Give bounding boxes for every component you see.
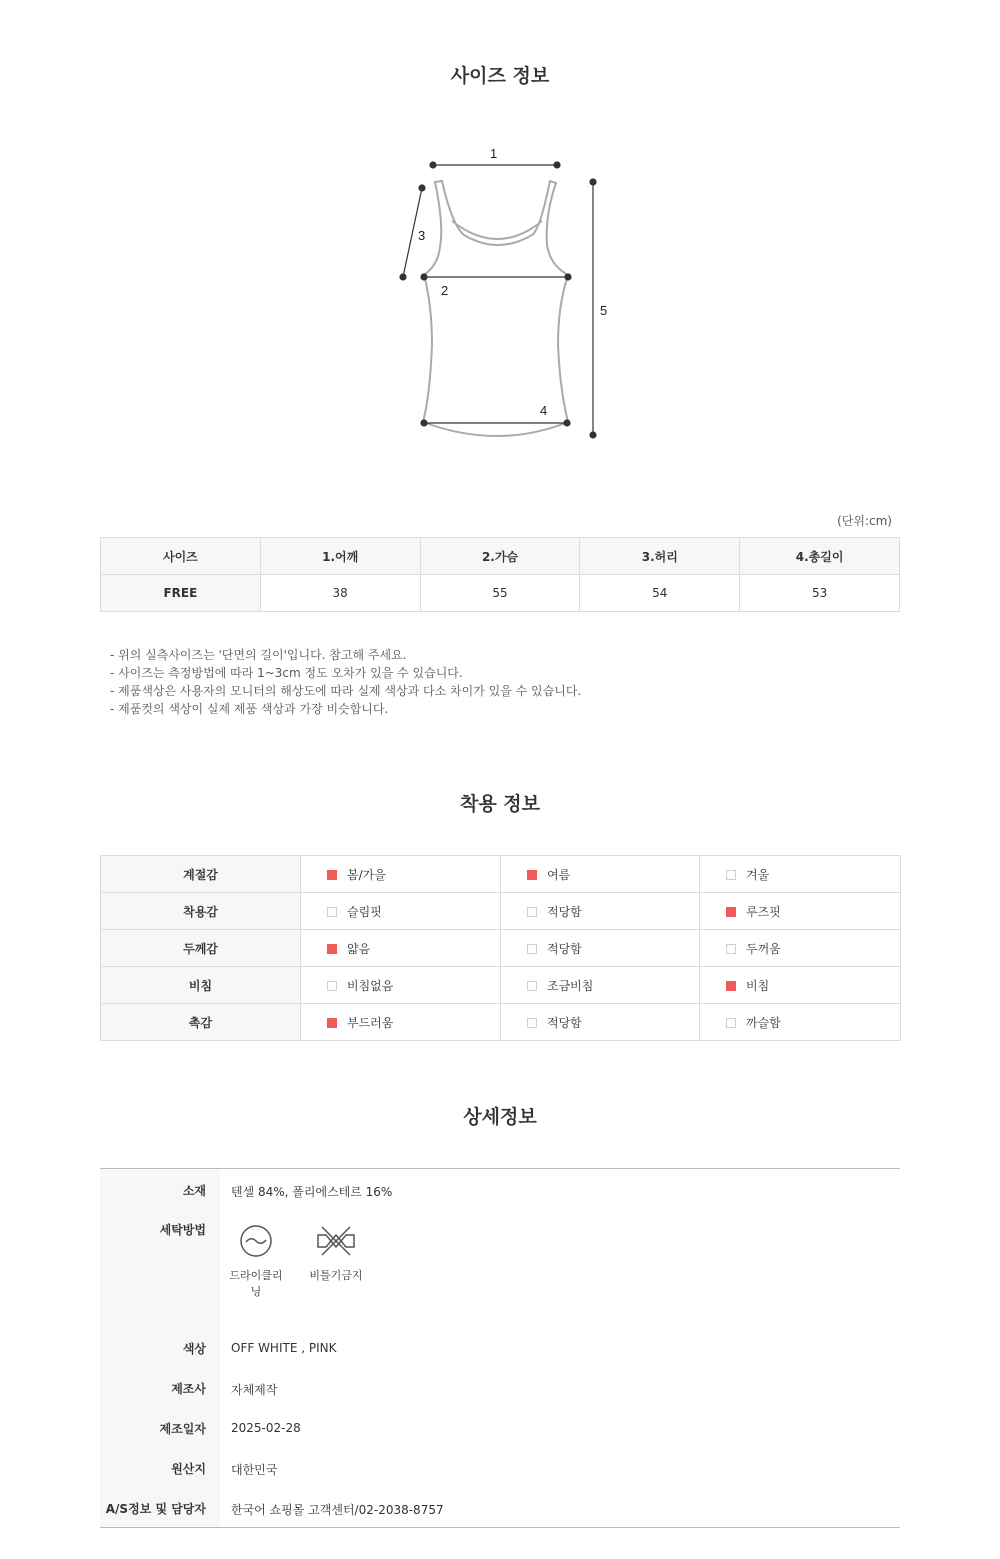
size-note: - 사이즈는 측정방법에 따라 1~3cm 정도 오차가 있을 수 있습니다. xyxy=(110,666,463,680)
detail-label: 제조사 xyxy=(100,1367,220,1407)
size-header-cell: 2.가슴 xyxy=(420,538,580,575)
detail-label: A/S정보 및 담당자 xyxy=(100,1487,220,1527)
wear-option-label: 까슬함 xyxy=(746,1015,781,1030)
wear-option xyxy=(501,893,700,930)
size-table-header-row xyxy=(101,538,900,575)
wear-info-table xyxy=(100,855,901,1041)
wear-row-fit xyxy=(101,893,901,930)
checkbox-icon xyxy=(527,981,537,991)
diagram-label-1: 1 xyxy=(490,146,498,161)
detail-value: OFF WHITE , PINK xyxy=(231,1341,337,1355)
wear-option-label: 여름 xyxy=(547,867,571,882)
size-value-cell: 54 xyxy=(580,575,740,612)
detail-row-maker xyxy=(100,1367,900,1407)
checkbox-icon xyxy=(726,1018,736,1028)
wear-option-label: 적당함 xyxy=(547,1015,582,1030)
detail-label: 색상 xyxy=(100,1327,220,1367)
size-table-row xyxy=(101,575,900,612)
wear-option-label: 두꺼움 xyxy=(746,941,781,956)
wear-option xyxy=(501,967,700,1004)
diagram-label-4: 4 xyxy=(540,403,548,418)
size-name-cell: FREE xyxy=(101,575,261,612)
detail-row-material xyxy=(100,1169,900,1209)
wear-row-label: 촉감 xyxy=(101,1004,301,1041)
wear-option xyxy=(301,930,501,967)
detail-label: 제조일자 xyxy=(100,1407,220,1447)
size-header-cell: 3.허리 xyxy=(580,538,740,575)
wear-option-label: 적당함 xyxy=(547,904,582,919)
checkbox-icon xyxy=(527,907,537,917)
detail-value: 텐셀 84%, 폴리에스테르 16% xyxy=(231,1185,393,1199)
diagram-label-3: 3 xyxy=(418,228,426,243)
wear-option xyxy=(700,930,901,967)
wear-option-label: 루즈핏 xyxy=(746,904,781,919)
wear-option-label: 적당함 xyxy=(547,941,582,956)
wear-section-title: 착용 정보 xyxy=(459,793,541,815)
wear-option xyxy=(501,1004,700,1041)
size-table xyxy=(100,537,900,612)
care-item-no-wring xyxy=(306,1223,366,1299)
wear-option xyxy=(301,1004,501,1041)
detail-row-as xyxy=(100,1487,900,1527)
checkbox-icon xyxy=(527,1018,537,1028)
size-note: - 위의 실측사이즈는 '단면의 길이'입니다. 참고해 주세요. xyxy=(110,648,407,662)
dry-cleaning-icon xyxy=(238,1223,274,1259)
detail-value: 한국어 쇼핑몰 고객센터/02-2038-8757 xyxy=(231,1503,444,1517)
diagram-label-2: 2 xyxy=(441,283,449,298)
wear-option xyxy=(700,893,901,930)
checkbox-icon xyxy=(327,944,337,954)
wear-option xyxy=(501,930,700,967)
wear-option xyxy=(700,967,901,1004)
wear-option-label: 봄/가을 xyxy=(347,867,386,882)
checkbox-icon xyxy=(726,944,736,954)
checkbox-icon xyxy=(327,1018,337,1028)
size-unit-note: (단위:cm) xyxy=(837,514,892,528)
checkbox-icon xyxy=(726,907,736,917)
wear-option-label: 조금비침 xyxy=(547,978,594,993)
detail-info-list xyxy=(100,1168,900,1528)
wear-option xyxy=(700,1004,901,1041)
size-header-cell: 사이즈 xyxy=(101,538,261,575)
wear-row-texture xyxy=(101,1004,901,1041)
no-wring-icon xyxy=(314,1223,358,1259)
checkbox-icon xyxy=(327,907,337,917)
wear-option-label: 얇음 xyxy=(347,941,371,956)
wear-option xyxy=(301,893,501,930)
checkbox-icon xyxy=(726,870,736,880)
size-header-cell: 4.총길이 xyxy=(740,538,900,575)
care-label: 비틀기금지 xyxy=(309,1269,363,1282)
care-item-dry-cleaning xyxy=(226,1223,286,1299)
care-label: 드라이클리닝 xyxy=(229,1269,283,1298)
size-value-cell: 53 xyxy=(740,575,900,612)
checkbox-icon xyxy=(527,870,537,880)
detail-row-origin xyxy=(100,1447,900,1487)
detail-section-title: 상세정보 xyxy=(463,1106,537,1128)
wear-row-thickness xyxy=(101,930,901,967)
wear-option xyxy=(301,967,501,1004)
detail-value: 대한민국 xyxy=(231,1463,278,1477)
checkbox-icon xyxy=(527,944,537,954)
detail-value: 자체제작 xyxy=(231,1383,278,1397)
wear-option-label: 겨울 xyxy=(746,867,770,882)
diagram-label-5: 5 xyxy=(600,303,608,318)
wear-row-label: 비침 xyxy=(101,967,301,1004)
tank-top-outline xyxy=(423,181,568,436)
size-note: - 제품컷의 색상이 실제 제품 색상과 가장 비슷합니다. xyxy=(110,702,389,716)
garment-measurement-diagram xyxy=(380,135,620,445)
wear-option-label: 부드러움 xyxy=(347,1015,394,1030)
checkbox-icon xyxy=(327,870,337,880)
detail-row-color xyxy=(100,1327,900,1367)
size-value-cell: 55 xyxy=(420,575,580,612)
checkbox-icon xyxy=(327,981,337,991)
wear-option-label: 비침 xyxy=(746,978,770,993)
wear-option xyxy=(301,856,501,893)
detail-value: 2025-02-28 xyxy=(231,1421,301,1435)
detail-label: 세탁방법 xyxy=(100,1209,220,1327)
wear-option-label: 슬림핏 xyxy=(347,904,382,919)
detail-row-care xyxy=(100,1209,900,1327)
wear-row-sheerness xyxy=(101,967,901,1004)
wear-row-label: 착용감 xyxy=(101,893,301,930)
size-note: - 제품색상은 사용자의 모니터의 해상도에 따라 실제 색상과 다소 차이가 있을 수 있습니다. xyxy=(110,684,582,698)
size-section-title: 사이즈 정보 xyxy=(450,65,550,87)
wear-option xyxy=(700,856,901,893)
detail-row-date xyxy=(100,1407,900,1447)
care-icons xyxy=(220,1209,900,1327)
wear-option xyxy=(501,856,700,893)
wear-row-label: 두께감 xyxy=(101,930,301,967)
size-notes xyxy=(110,646,581,718)
detail-label: 소재 xyxy=(100,1169,220,1209)
wear-row-label: 계절감 xyxy=(101,856,301,893)
wear-option-label: 비침없음 xyxy=(347,978,394,993)
size-value-cell: 38 xyxy=(260,575,420,612)
checkbox-icon xyxy=(726,981,736,991)
size-header-cell: 1.어깨 xyxy=(260,538,420,575)
wear-row-season xyxy=(101,856,901,893)
detail-label: 원산지 xyxy=(100,1447,220,1487)
